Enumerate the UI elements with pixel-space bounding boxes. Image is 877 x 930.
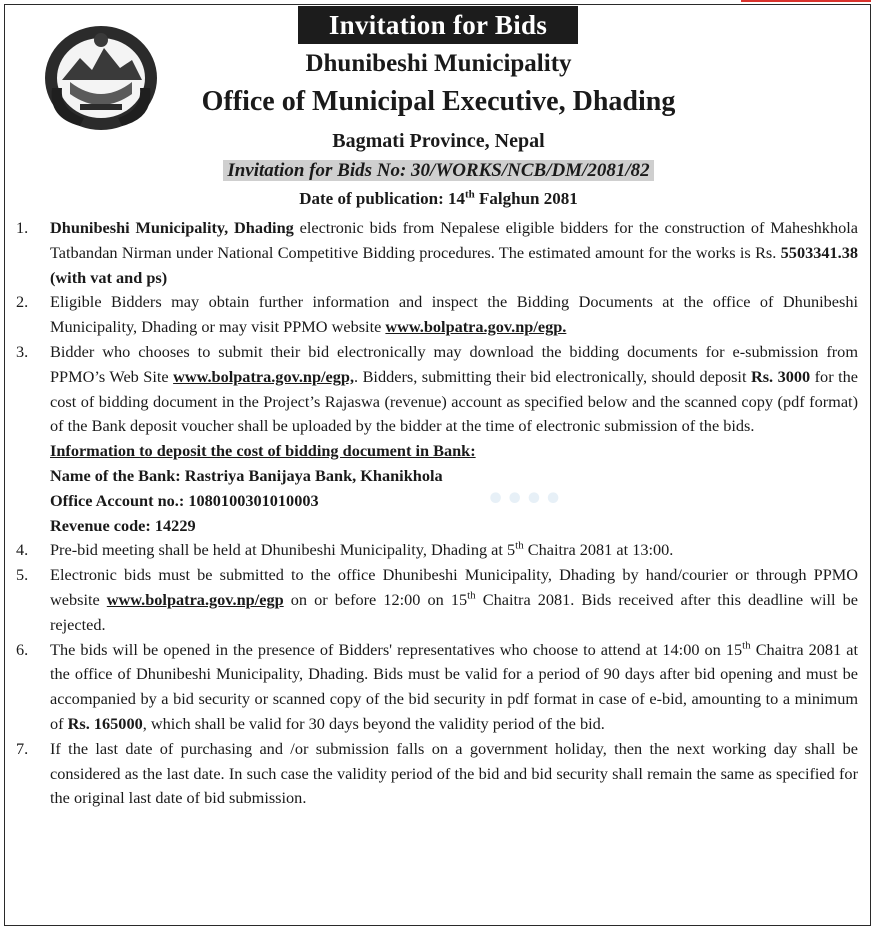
notice-title: Invitation for Bids [298, 6, 578, 44]
watermark: •••• [486, 482, 563, 517]
clause-list [16, 216, 858, 811]
clause-6: 6. The bids will be opened in the presence of Bidders' representatives who choose to attend at 14:00 on 15th Chaitra 2081 at the office of Dhunibeshi Municipality, Dhading. Bids must be valid for a period of 90 days after bid opening and must be accompanied by a bid security or scanned copy of the bid security in pdf format in case of e-bid, amounting to a minimum of Rs. 165000, which shall be valid for 30 days beyond the validity period of the bid. [16, 639, 858, 733]
top-accent-line [741, 0, 871, 2]
bolpatra-link[interactable]: www.bolpatra.gov.np/egp, [173, 366, 355, 386]
bank-info [16, 439, 858, 538]
bank-name: Name of the Bank: Rastriya Banijaya Bank, Khanikhola [50, 465, 443, 485]
bank-account: Office Account no.: 1080100301010003 [50, 490, 319, 510]
bank-info-heading: Information to deposit the cost of bidding document in Bank: [50, 441, 476, 461]
publication-date: Date of publication: 14th Falghun 2081 [299, 188, 578, 208]
clause-4: 4. Pre-bid meeting shall be held at Dhunibeshi Municipality, Dhading at 5th Chaitra 2081 at 13:00. [16, 539, 674, 560]
clause-2: 2. Eligible Bidders may obtain further information and inspect the Bidding Documents at the office of Dhunibeshi Municipality, Dhading or may visit PPMO website www.bolpatra.gov.np/egp. [16, 292, 858, 337]
municipality-name: Dhunibeshi Municipality [305, 50, 572, 77]
province-name: Bagmati Province, Nepal [332, 130, 545, 152]
bolpatra-link[interactable]: www.bolpatra.gov.np/egp. [385, 317, 567, 337]
bolpatra-link[interactable]: www.bolpatra.gov.np/egp [106, 589, 284, 609]
clause-5: 5. Electronic bids must be submitted to the office Dhunibeshi Municipality, Dhading by hand/courier or through PPMO website www.bolpatra.gov.np/egp on or before 12:00 on 15th Chaitra 2081. Bids received after this deadline will be rejected. [16, 565, 858, 634]
clause-7: 7. If the last date of purchasing and /or submission falls on a government holiday, then the next working day shall be considered as the last date. In such case the validity period of the bid and bid security shall remain the same as specified for the original last date of bid submission. [16, 738, 858, 808]
clause-3: 3. Bidder who chooses to submit their bid electronically may download the bidding documents for e-submission from PPMO’s Web Site www.bolpatra.gov.np/egp,. Bidders, submitting their bid electronically, should deposit Rs. 3000 for the cost of bidding document in the Project’s Rajaswa (revenue) account as specified below and the scanned copy (pdf format) of the Bank deposit voucher shall be uploaded by the bidder at the time of electronic submission of the bids. [16, 341, 858, 436]
revenue-code: Revenue code: 14229 [50, 515, 196, 535]
office-name: Office of Municipal Executive, Dhading [201, 86, 676, 117]
ifb-number: Invitation for Bids No: 30/WORKS/NCB/DM/2081/82 [0, 160, 877, 182]
clause-1: 1. Dhunibeshi Municipality, Dhading electronic bids from Nepalese eligible bidders for the construction of Maheshkhola Tatbandan Nirman under National Competitive Bidding procedures. The estimated amount for the works is Rs. 5503341.38 (with vat and ps) [16, 218, 858, 287]
